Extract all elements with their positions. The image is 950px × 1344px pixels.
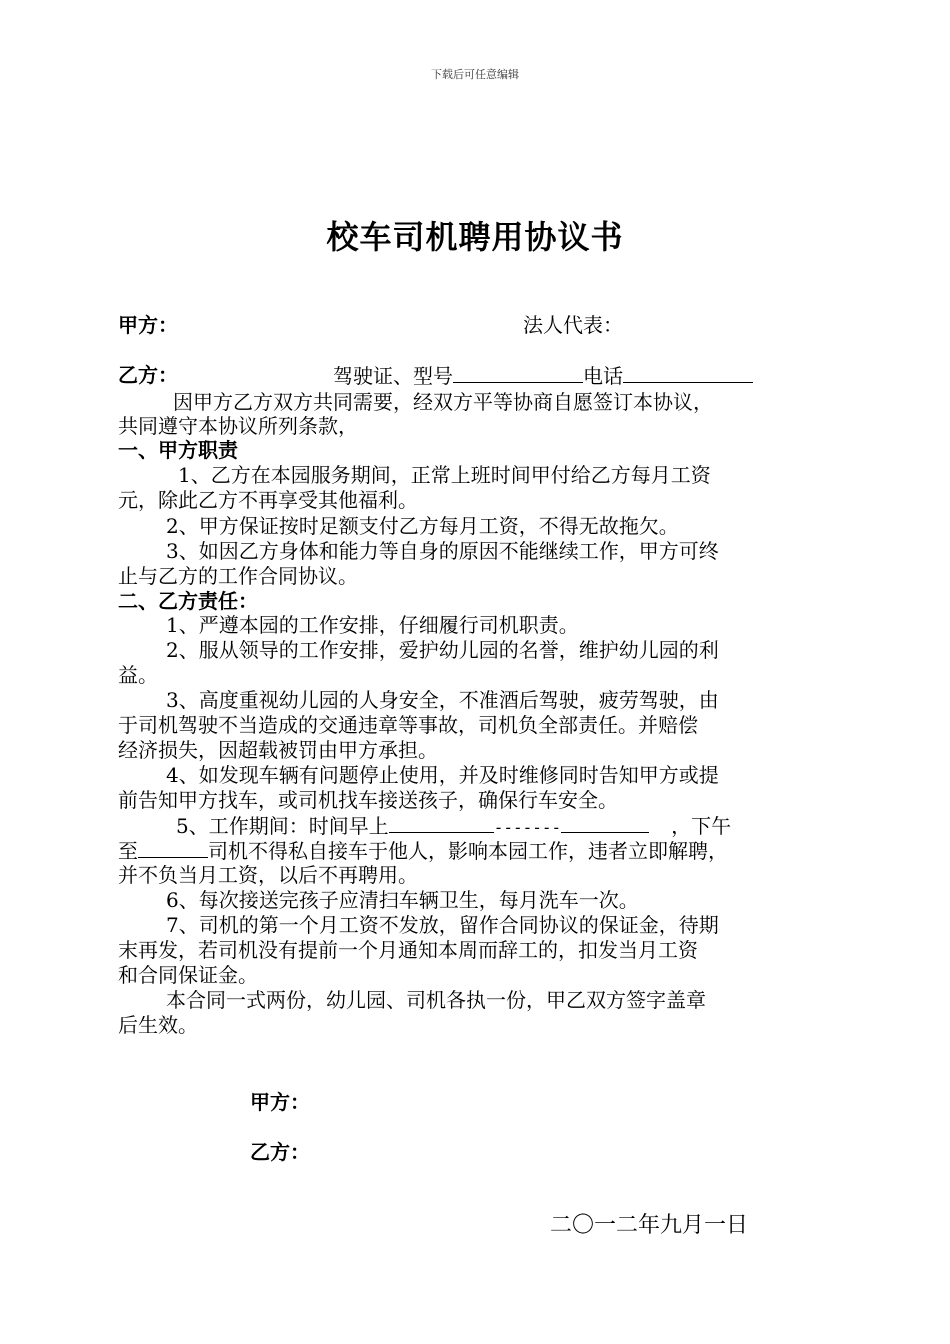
clause-line: 1、严遵本园的工作安排，仔细履行司机职责。 [166,613,579,637]
clause-line: 6、每次接送完孩子应清扫车辆卫生，每月洗车一次。 [166,888,639,912]
clause-line: 末再发，若司机没有提前一个月通知本周而辞工的，扣发当月工资 [118,938,698,962]
morning-start-blank[interactable] [389,812,494,833]
phone-label: 电话 [583,364,623,388]
party-b-label: 乙方： [118,363,178,387]
closing-line: 后生效。 [118,1013,198,1037]
clause-line: 3、高度重视幼儿园的人身安全，不准酒后驾驶，疲劳驾驶，由 [166,688,719,712]
closing-line: 本合同一式两份，幼儿园、司机各执一份，甲乙双方签字盖章 [166,988,706,1012]
clause-line: 元，除此乙方不再享受其他福利。 [118,488,418,512]
work-hours-rule: 司机不得私自接车于他人，影响本园工作，违者立即解聘， [208,839,728,863]
clause-line: 和合同保证金。 [118,963,258,987]
clause-line: 于司机驾驶不当造成的交通违章等事故，司机负全部责任。并赔偿 [118,713,698,737]
section-heading: 二、乙方责任： [118,589,258,613]
license-label: 驾驶证、型号 [333,364,453,388]
clause-line: 益。 [118,663,158,687]
header-note: 下载后可任意编辑 [431,68,519,81]
license-field [333,362,753,389]
party-b-line [118,362,838,388]
clause-line: 并不负当月工资，以后不再聘用。 [118,863,418,887]
clause-line: 7、司机的第一个月工资不发放，留作合同协议的保证金，待期 [166,913,719,937]
legal-rep-label: 法人代表： [523,313,623,337]
clause-line: 4、如发现车辆有问题停止使用，并及时维修同时告知甲方或提 [166,763,719,787]
clause-line: 1、乙方在本园服务期间，正常上班时间甲付给乙方每月工资 [178,463,711,487]
afternoon-end-blank[interactable] [138,837,208,858]
work-hours-until: 至 [118,839,138,863]
clause-line: 2、甲方保证按时足额支付乙方每月工资，不得无故拖欠。 [166,514,679,538]
intro-line: 因甲方乙方双方共同需要，经双方平等协商自愿签订本协议， [173,390,713,414]
document-date: 二〇一二年九月一日 [550,1213,749,1238]
intro-line: 共同遵守本协议所列条款， [118,414,358,438]
party-a-line [118,312,838,338]
signature-party-b: 乙方： [250,1140,310,1164]
morning-end-blank[interactable] [561,812,649,833]
phone-blank[interactable] [623,362,753,383]
clause-line: 经济损失，因超载被罚由甲方承担。 [118,738,438,762]
clause-line: 3、如因乙方身体和能力等自身的原因不能继续工作，甲方可终 [166,539,719,563]
clause-line: 止与乙方的工作合同协议。 [118,564,358,588]
license-blank[interactable] [453,362,583,383]
clause-line: 2、服从领导的工作安排，爱护幼儿园的名誉，维护幼儿园的利 [166,638,719,662]
work-hours-prefix: 5、工作期间：时间早上 [176,814,389,838]
party-a-label: 甲方： [118,313,178,337]
section-heading: 一、甲方职责 [118,438,238,462]
work-hours-line [118,837,838,864]
signature-party-a: 甲方： [250,1090,310,1114]
time-dashes: ------- [493,818,562,837]
clause-line: 前告知甲方找车，或司机找车接送孩子，确保行车安全。 [118,788,618,812]
document-title: 校车司机聘用协议书 [326,218,624,256]
afternoon-label: ，下午 [671,814,732,838]
